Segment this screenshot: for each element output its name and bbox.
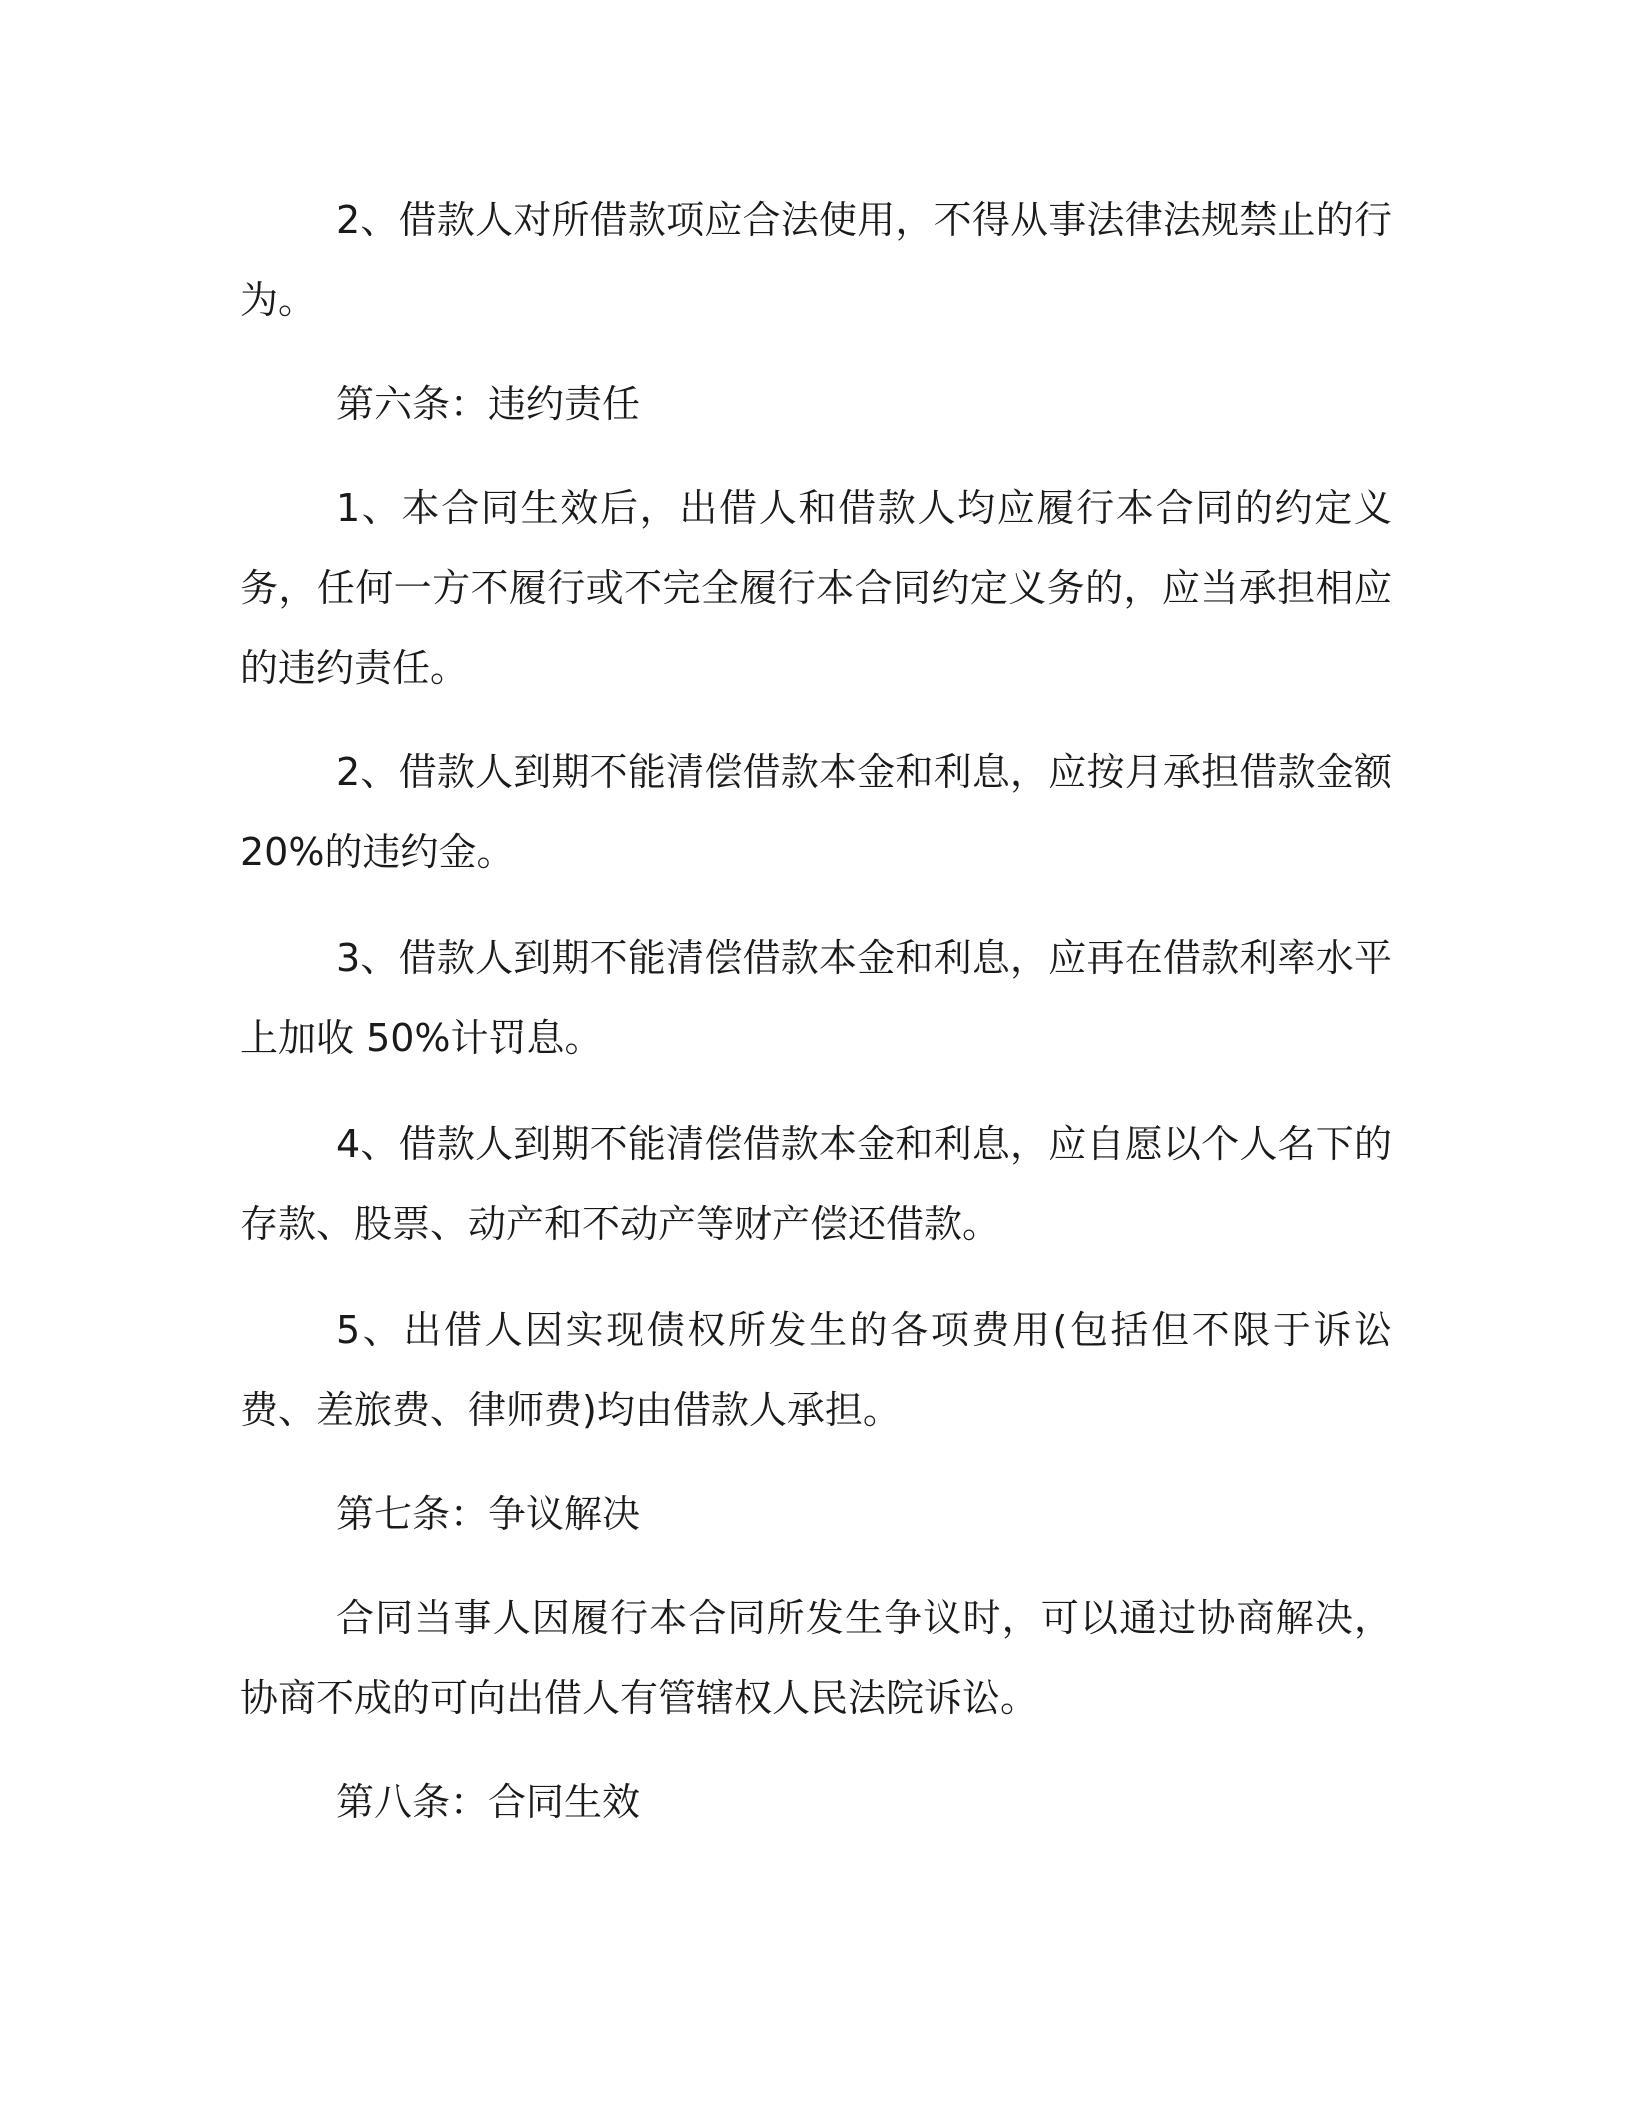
article-8-heading: 第八条：合同生效 — [336, 1780, 641, 1824]
clause-6-item-5: 5、出借人因实现债权所发生的各项费用(包括但不限于诉讼费、差旅费、律师费)均由借款人承担。 — [240, 1308, 1392, 1432]
clause-5-item-2: 2、借款人对所借款项应合法使用，不得从事法律法规禁止的行为。 — [240, 198, 1392, 322]
document-body — [240, 180, 1392, 1842]
clause-6-item-2: 2、借款人到期不能清偿借款本金和利息，应按月承担借款金额20%的违约金。 — [240, 750, 1392, 874]
article-7-heading: 第七条：争议解决 — [336, 1492, 641, 1536]
clause-7-text: 合同当事人因履行本合同所发生争议时，可以通过协商解决，协商不成的可向出借人有管辖权人民法院诉讼。 — [240, 1596, 1392, 1720]
clause-6-item-1: 1、本合同生效后，出借人和借款人均应履行本合同的约定义务，任何一方不履行或不完全履行本合同约定义务的，应当承担相应的违约责任。 — [240, 486, 1392, 690]
clause-6-item-4: 4、借款人到期不能清偿借款本金和利息，应自愿以个人名下的存款、股票、动产和不动产等财产偿还借款。 — [240, 1122, 1392, 1246]
article-6-heading: 第六条：违约责任 — [336, 382, 641, 426]
clause-6-item-3: 3、借款人到期不能清偿借款本金和利息，应再在借款利率水平上加收 50%计罚息。 — [240, 936, 1392, 1060]
